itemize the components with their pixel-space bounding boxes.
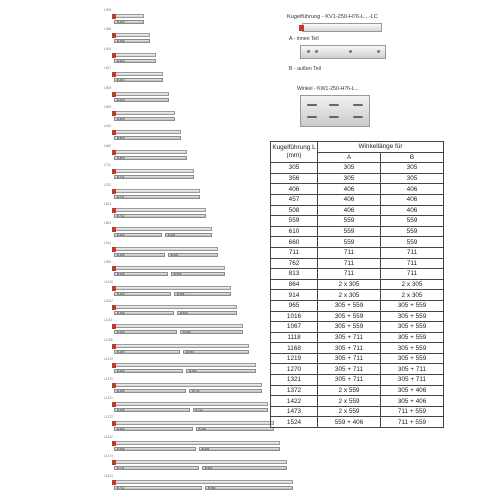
table-cell-b: 305 + 559 bbox=[381, 311, 444, 322]
table-cell-a: 2 x 305 bbox=[318, 279, 381, 290]
table-cell-b: 711 bbox=[381, 247, 444, 258]
bracket-bar-label: B-559 bbox=[204, 466, 213, 471]
ladder-row-label: L1422 bbox=[104, 434, 113, 439]
slide-rail bbox=[114, 14, 144, 18]
table-cell-b: 305 + 559 bbox=[381, 332, 444, 343]
table-cell-l: 1270 bbox=[271, 364, 318, 375]
rail-end-marker bbox=[112, 305, 116, 310]
header-slide-length: Kugelführung L (mm) bbox=[271, 142, 318, 163]
table-cell-l: 762 bbox=[271, 258, 318, 269]
bracket-bar bbox=[196, 427, 275, 431]
rail-end-marker bbox=[112, 324, 116, 329]
bracket-length-table bbox=[270, 141, 444, 428]
slide-rail bbox=[114, 227, 212, 231]
slide-rail bbox=[114, 111, 175, 115]
table-cell-b: 559 bbox=[381, 226, 444, 237]
table-cell-b: 305 + 711 bbox=[381, 375, 444, 386]
table-cell-b: 305 + 406 bbox=[381, 396, 444, 407]
rail-end-marker bbox=[112, 189, 116, 194]
table-cell-a: 559 bbox=[318, 237, 381, 248]
bracket-bar bbox=[193, 408, 269, 412]
bracket-bar bbox=[114, 39, 150, 43]
bracket-bar bbox=[114, 272, 168, 276]
table-cell-a: 305 + 711 bbox=[318, 353, 381, 364]
inner-part-image bbox=[302, 23, 382, 32]
table-cell-b: 305 + 559 bbox=[381, 300, 444, 311]
outer-part-image bbox=[300, 45, 386, 59]
table-cell-l: 1422 bbox=[271, 396, 318, 407]
table-cell-l: 660 bbox=[271, 237, 318, 248]
table-cell-a: 305 bbox=[318, 163, 381, 174]
table-cell-b: 305 + 559 bbox=[381, 353, 444, 364]
table-row bbox=[271, 375, 444, 386]
slide-rail bbox=[114, 266, 225, 270]
rail-end-marker bbox=[112, 53, 116, 58]
table-cell-l: 610 bbox=[271, 226, 318, 237]
bracket-bar-label: B-305 bbox=[167, 233, 176, 238]
table-cell-l: 1372 bbox=[271, 385, 318, 396]
bracket-bar bbox=[114, 350, 180, 354]
ladder-row-label: L559 bbox=[104, 105, 112, 109]
slide-rail bbox=[114, 72, 163, 76]
table-row bbox=[271, 216, 444, 227]
table-row bbox=[271, 343, 444, 354]
inner-part-label: A - innen Teil bbox=[289, 36, 319, 42]
table-cell-l: 508 bbox=[271, 205, 318, 216]
table-cell-l: 305 bbox=[271, 163, 318, 174]
slide-rail bbox=[114, 169, 194, 173]
bracket-bar-label: B-305 bbox=[117, 446, 125, 451]
table-cell-b: 711 + 559 bbox=[381, 417, 444, 428]
bracket-bar bbox=[114, 117, 175, 121]
ladder-row-label: L711 bbox=[104, 163, 111, 168]
ladder-row-label: L914 bbox=[104, 240, 112, 245]
ladder-row-label: L1372 bbox=[104, 415, 113, 420]
table-cell-a: 2 x 559 bbox=[318, 385, 381, 396]
rail-end-marker bbox=[112, 130, 116, 135]
rail-end-marker bbox=[112, 92, 116, 97]
table-row bbox=[271, 258, 444, 269]
ladder-row-label: L305 bbox=[104, 8, 112, 12]
bracket-bar-label: B-406 bbox=[117, 58, 125, 63]
bracket-bar bbox=[114, 136, 181, 140]
ladder-row bbox=[0, 474, 280, 498]
table-cell-a: 559 bbox=[318, 226, 381, 237]
table-cell-b: 305 bbox=[381, 173, 444, 184]
bracket-bar-label: B-711 bbox=[117, 194, 125, 199]
table-cell-l: 965 bbox=[271, 300, 318, 311]
slide-rail bbox=[114, 324, 243, 328]
table-cell-a: 2 x 305 bbox=[318, 290, 381, 301]
table-cell-l: 1016 bbox=[271, 311, 318, 322]
rail-end-marker bbox=[112, 227, 116, 232]
table-row bbox=[271, 184, 444, 195]
bracket-bar bbox=[114, 175, 194, 179]
ladder-row-label: L1067 bbox=[104, 299, 113, 303]
bracket-bar-label: B-305 bbox=[117, 20, 125, 24]
bracket-bar-label: B-711 bbox=[192, 388, 200, 393]
table-cell-b: 406 bbox=[381, 194, 444, 205]
table-cell-l: 406 bbox=[271, 184, 318, 195]
bracket-bar bbox=[114, 59, 156, 63]
rail-end-marker bbox=[112, 460, 116, 465]
table-cell-b: 305 + 559 bbox=[381, 343, 444, 354]
bracket-bar-label: B-711 bbox=[117, 214, 125, 218]
bracket-bar bbox=[205, 486, 293, 490]
table-cell-a: 559 bbox=[318, 216, 381, 227]
rail-end-marker bbox=[112, 383, 116, 388]
table-cell-a: 711 bbox=[318, 269, 381, 280]
bracket-bar-label: B-559 bbox=[117, 155, 125, 160]
rail-end-marker bbox=[112, 344, 116, 349]
ladder-row-label: L1473 bbox=[104, 454, 113, 459]
table-row bbox=[271, 194, 444, 205]
ladder-row-label: L356 bbox=[104, 27, 112, 32]
table-row bbox=[271, 247, 444, 258]
bracket-bar-label: B-559 bbox=[183, 330, 191, 335]
table-cell-a: 305 + 711 bbox=[318, 343, 381, 354]
table-row bbox=[271, 364, 444, 375]
table-cell-a: 711 bbox=[318, 247, 381, 258]
table-row bbox=[271, 300, 444, 311]
table-cell-a: 305 + 711 bbox=[318, 375, 381, 386]
table-row bbox=[271, 396, 444, 407]
table-cell-b: 406 bbox=[381, 205, 444, 216]
ladder-row-label: L660 bbox=[104, 143, 112, 148]
bracket-bar-label: B-406 bbox=[198, 427, 207, 432]
bracket-bar bbox=[114, 20, 144, 24]
table-cell-a: 305 + 559 bbox=[318, 300, 381, 311]
bracket-bar bbox=[183, 350, 249, 354]
bracket-bar-label: B-559 bbox=[173, 272, 182, 277]
table-cell-l: 457 bbox=[271, 194, 318, 205]
bracket-bar-label: B-305 bbox=[117, 233, 125, 238]
rail-end-marker bbox=[112, 402, 116, 407]
slide-rail bbox=[114, 460, 287, 464]
table-cell-l: 1219 bbox=[271, 353, 318, 364]
bracket-bar bbox=[165, 233, 213, 237]
table-cell-b: 2 x 305 bbox=[381, 290, 444, 301]
bracket-bar-label: B-406 bbox=[117, 97, 125, 102]
table-cell-l: 1168 bbox=[271, 343, 318, 354]
bracket-bar bbox=[114, 408, 190, 412]
rail-end-marker bbox=[112, 208, 116, 213]
bracket-bar bbox=[114, 253, 165, 257]
bracket-image bbox=[300, 95, 370, 127]
bracket-bar-label: B-305 bbox=[117, 252, 125, 257]
table-row bbox=[271, 311, 444, 322]
table-cell-l: 864 bbox=[271, 279, 318, 290]
table-row bbox=[271, 322, 444, 333]
header-col-b: B bbox=[381, 152, 444, 163]
ladder-row-label: L813 bbox=[104, 202, 112, 206]
table-row bbox=[271, 290, 444, 301]
bracket-bar bbox=[202, 466, 287, 470]
table-cell-a: 406 bbox=[318, 194, 381, 205]
table-cell-a: 406 bbox=[318, 184, 381, 195]
bracket-bar-label: B-305 bbox=[117, 311, 125, 315]
ladder-row-label: L508 bbox=[104, 85, 112, 90]
table-cell-b: 406 bbox=[381, 184, 444, 195]
rail-end-marker bbox=[112, 266, 116, 271]
ladder-row-label: L762 bbox=[104, 182, 112, 187]
bracket-bar-label: B-305 bbox=[117, 291, 125, 296]
slide-rail bbox=[114, 92, 169, 96]
bracket-bar-label: B-305 bbox=[117, 39, 125, 44]
table-cell-b: 711 bbox=[381, 258, 444, 269]
bracket-bar bbox=[114, 447, 196, 451]
bracket-bar bbox=[114, 98, 169, 102]
bracket-bar bbox=[114, 486, 202, 490]
table-row bbox=[271, 269, 444, 280]
table-cell-b: 559 bbox=[381, 216, 444, 227]
rail-end-marker bbox=[112, 150, 116, 155]
bracket-bar-label: B-711 bbox=[117, 485, 125, 490]
ladder-row-label: L610 bbox=[104, 124, 112, 129]
bracket-bar-label: B-559 bbox=[176, 291, 185, 296]
table-row bbox=[271, 279, 444, 290]
bracket-bar bbox=[177, 311, 237, 315]
slide-rail bbox=[114, 53, 156, 57]
table-row bbox=[271, 173, 444, 184]
bracket-bar-label: B-305 bbox=[117, 427, 125, 432]
bracket-bar bbox=[114, 369, 183, 373]
slide-rail bbox=[114, 33, 150, 37]
table-cell-a: 305 bbox=[318, 173, 381, 184]
bracket-bar-label: B-711 bbox=[117, 466, 125, 471]
slide-rail bbox=[114, 441, 280, 445]
slide-rail bbox=[114, 480, 293, 484]
bracket-bar bbox=[189, 389, 261, 393]
bracket-bar bbox=[114, 466, 199, 470]
bracket-bar bbox=[114, 195, 200, 199]
rail-end-marker bbox=[112, 480, 116, 485]
bracket-bar bbox=[199, 447, 281, 451]
header-bracket-length: Winkellänge für bbox=[318, 142, 444, 153]
table-row bbox=[271, 353, 444, 364]
bracket-bar-label: B-711 bbox=[117, 175, 125, 180]
ladder-row-label: L406 bbox=[104, 46, 112, 51]
table-cell-l: 813 bbox=[271, 269, 318, 280]
bracket-bar-label: B-559 bbox=[117, 117, 125, 121]
bracket-bar bbox=[114, 233, 162, 237]
bracket-bar bbox=[171, 272, 225, 276]
bracket-bar bbox=[114, 156, 187, 160]
slide-rail bbox=[114, 130, 181, 134]
bracket-bar bbox=[114, 214, 206, 218]
table-cell-l: 711 bbox=[271, 247, 318, 258]
bracket-bar-label: B-305 bbox=[170, 252, 179, 257]
rail-end-marker bbox=[112, 363, 116, 368]
bracket-bar bbox=[114, 78, 163, 82]
table-cell-a: 305 + 711 bbox=[318, 364, 381, 375]
table-cell-l: 356 bbox=[271, 173, 318, 184]
table-cell-b: 559 bbox=[381, 237, 444, 248]
rail-end-marker bbox=[112, 169, 116, 174]
bracket-bar-label: B-559 bbox=[186, 349, 194, 354]
table-row bbox=[271, 417, 444, 428]
table-cell-b: 305 + 559 bbox=[381, 322, 444, 333]
ladder-row-label: L1016 bbox=[104, 279, 113, 284]
table-cell-b: 2 x 305 bbox=[381, 279, 444, 290]
table-cell-a: 2 x 559 bbox=[318, 396, 381, 407]
bracket-bar-label: B-559 bbox=[180, 311, 188, 315]
ladder-row-label: L1168 bbox=[104, 337, 113, 342]
bracket-bar bbox=[168, 253, 219, 257]
table-cell-l: 559 bbox=[271, 216, 318, 227]
bracket-bar bbox=[114, 292, 171, 296]
table-cell-b: 711 bbox=[381, 269, 444, 280]
slide-rail bbox=[114, 247, 218, 251]
bracket-bar-label: B-559 bbox=[207, 485, 216, 490]
bracket-bar-label: B-305 bbox=[117, 369, 125, 374]
ladder-row-label: L1270 bbox=[104, 376, 113, 381]
ladder-row-label: L864 bbox=[104, 221, 112, 226]
slide-rail bbox=[114, 189, 200, 193]
table-cell-b: 305 + 711 bbox=[381, 364, 444, 375]
ladder-row-label: L1118 bbox=[104, 318, 113, 323]
slide-rail bbox=[114, 383, 262, 387]
table-row bbox=[271, 205, 444, 216]
table-cell-a: 406 bbox=[318, 205, 381, 216]
table-cell-l: 1524 bbox=[271, 417, 318, 428]
table-cell-l: 1067 bbox=[271, 322, 318, 333]
slide-rail bbox=[114, 150, 187, 154]
table-cell-a: 305 + 711 bbox=[318, 332, 381, 343]
table-cell-b: 711 + 559 bbox=[381, 406, 444, 417]
table-row bbox=[271, 332, 444, 343]
table-cell-a: 305 + 559 bbox=[318, 322, 381, 333]
rail-end-marker bbox=[112, 72, 116, 77]
table-cell-a: 305 + 559 bbox=[318, 311, 381, 322]
rail-end-marker bbox=[112, 421, 116, 426]
table-cell-l: 914 bbox=[271, 290, 318, 301]
table-cell-a: 711 bbox=[318, 258, 381, 269]
table-row bbox=[271, 237, 444, 248]
table-row bbox=[271, 226, 444, 237]
table-cell-b: 305 + 406 bbox=[381, 385, 444, 396]
slide-rail bbox=[114, 305, 237, 309]
table-cell-l: 1321 bbox=[271, 375, 318, 386]
bracket-title: Winkel - KW1-250-H76-L... bbox=[297, 86, 359, 92]
bracket-bar-label: B-305 bbox=[117, 272, 125, 277]
slide-rail bbox=[114, 208, 206, 212]
table-cell-l: 1118 bbox=[271, 332, 318, 343]
table-cell-b: 305 bbox=[381, 163, 444, 174]
bracket-bar-label: B-406 bbox=[117, 78, 125, 83]
bracket-bar bbox=[114, 311, 174, 315]
rail-end-marker bbox=[112, 111, 116, 116]
ladder-row-label: L457 bbox=[104, 66, 112, 71]
bracket-bar bbox=[174, 292, 231, 296]
table-cell-l: 1473 bbox=[271, 406, 318, 417]
bracket-bar-label: B-406 bbox=[201, 446, 210, 451]
rail-end-marker bbox=[112, 286, 116, 291]
rail-end-marker bbox=[112, 247, 116, 252]
bracket-bar-label: B-559 bbox=[117, 136, 125, 141]
rail-end-marker bbox=[112, 33, 116, 38]
slide-rail bbox=[114, 286, 231, 290]
rail-end-marker bbox=[112, 14, 116, 19]
slide-rail bbox=[114, 402, 268, 406]
bracket-bar bbox=[114, 330, 177, 334]
table-row bbox=[271, 163, 444, 174]
bracket-bar-label: B-305 bbox=[117, 349, 125, 354]
table-row bbox=[271, 385, 444, 396]
bracket-bar bbox=[114, 427, 193, 431]
rail-end-marker bbox=[112, 441, 116, 446]
bracket-bar bbox=[114, 389, 186, 393]
bracket-bar bbox=[180, 330, 243, 334]
bracket-bar bbox=[186, 369, 255, 373]
outer-part-label: B - außen Teil bbox=[289, 66, 321, 72]
table-cell-a: 2 x 559 bbox=[318, 406, 381, 417]
bracket-bar-label: B-305 bbox=[117, 408, 125, 412]
bracket-bar-label: B-305 bbox=[117, 388, 125, 393]
slide-rail bbox=[114, 363, 256, 367]
ladder-row-label: L1321 bbox=[104, 396, 113, 400]
slide-rail bbox=[114, 344, 249, 348]
header-col-a: A bbox=[318, 152, 381, 163]
ladder-row-label: L1524 bbox=[104, 473, 113, 478]
ladder-row-label: L1219 bbox=[104, 357, 113, 362]
bracket-bar-label: B-559 bbox=[189, 369, 197, 374]
slide-rail bbox=[114, 421, 274, 425]
ladder-row-label: L965 bbox=[104, 260, 112, 265]
bracket-bar-label: B-711 bbox=[195, 408, 203, 412]
ball-slide-title: Kugelführung - KV1-250-H76-L...-LC bbox=[287, 14, 378, 20]
table-cell-a: 559 + 406 bbox=[318, 417, 381, 428]
bracket-bar-label: B-305 bbox=[117, 330, 125, 335]
table-row bbox=[271, 406, 444, 417]
